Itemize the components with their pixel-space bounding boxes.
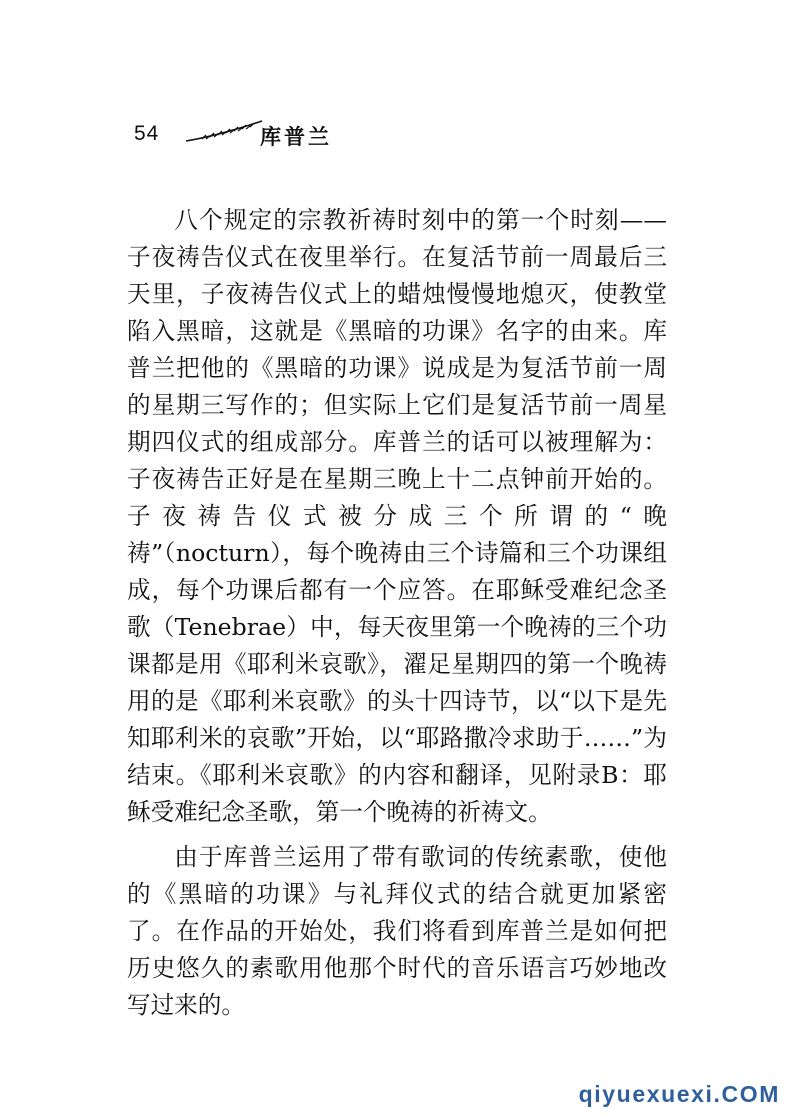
quill-pen-icon [184,118,266,144]
running-title: 库普兰 [260,125,332,149]
body-text [127,202,667,1024]
page-number: 54 [134,122,160,145]
page-header [134,118,434,154]
watermark: qiyuexuexi.COM [578,1081,780,1107]
paragraph: 由于库普兰运用了带有歌词的传统素歌，使他的《黑暗的功课》与礼拜仪式的结合就更加紧密了。在作品的开始处，我们将看到库普兰是如何把历史悠久的素歌用他那个时代的音乐语言巧妙地改写过来的。 [127,843,667,1019]
paragraph: 八个规定的宗教祈祷时刻中的第一个时刻——子夜祷告仪式在夜里举行。在复活节前一周最后三天里，子夜祷告仪式上的蜡烛慢慢地熄灭，使教堂陷入黑暗，这就是《黑暗的功课》名字的由来。库普兰把他的《黑暗的功课》说成是为复活节前一周的星期三写作的；但实际上它们是复活节前一周星期四仪式的组成部分。库普兰的话可以被理解为：子夜祷告正好是在星期三晚上十二点钟前开始的。子夜祷告仪式被分成三个所谓的“晚祷”（nocturn），每个晚祷由三个诗篇和三个功课组成，每个功课后都有一个应答。在耶稣受难纪念圣歌（Tenebrae）中，每天夜里第一个晚祷的三个功课都是用《耶利米哀歌》，濯足星期四的第一个晚祷用的是《耶利米哀歌》的头十四诗节，以“以下是先知耶利米的哀歌”开始，以“耶路撒冷求助于……”为结束。《耶利米哀歌》的内容和翻译，见附录B：耶稣受难纪念圣歌，第一个晚祷的祈祷文。 [127,206,667,826]
